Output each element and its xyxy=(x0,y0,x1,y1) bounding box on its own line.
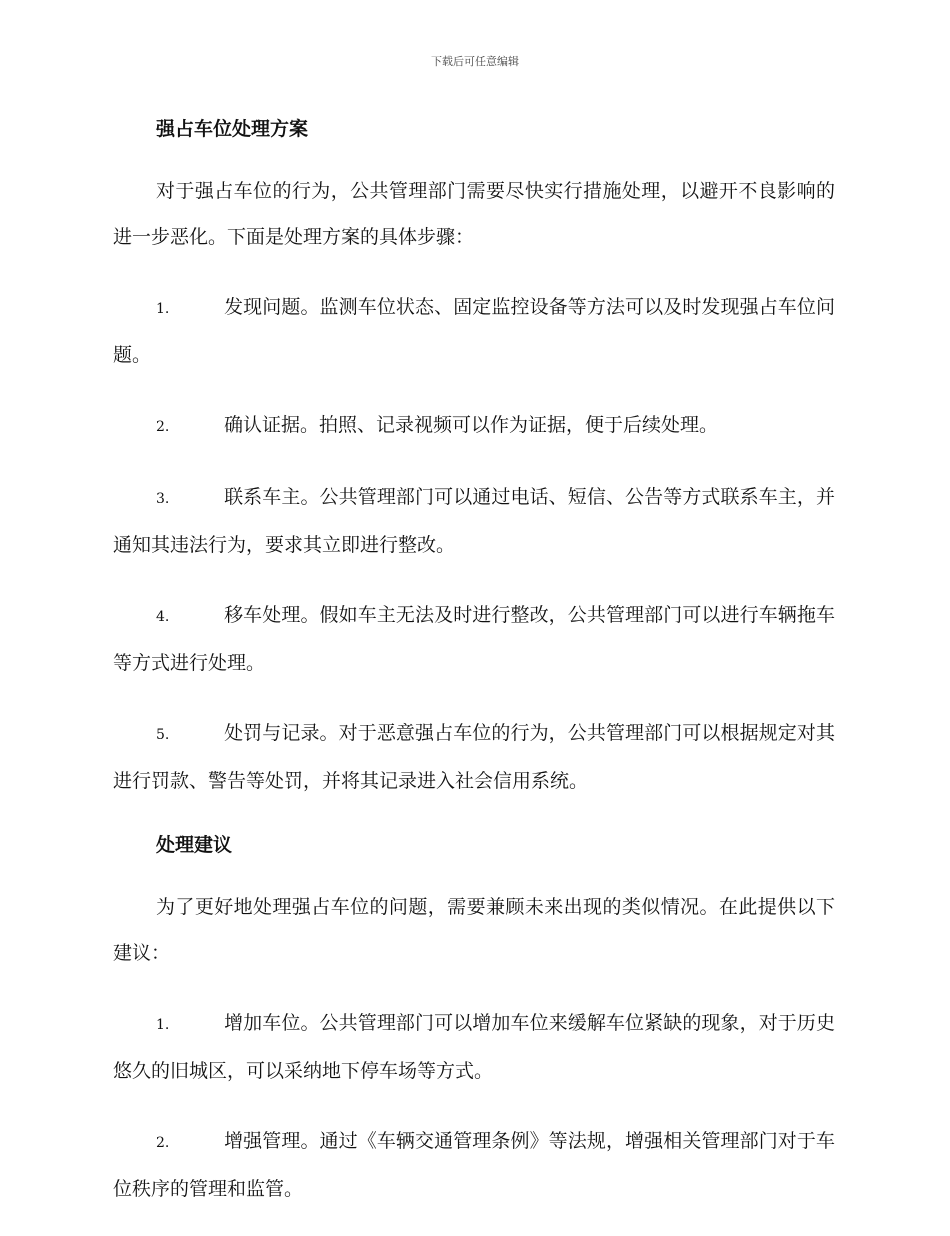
list-number: 1. xyxy=(156,301,170,317)
list-number: 5. xyxy=(156,727,170,743)
list-text: 移车处理。假如车主无法及时进行整改，公共管理部门可以进行车辆拖车等方式进行处理。 xyxy=(113,604,835,674)
list-text: 发现问题。监测车位状态、固定监控设备等方法可以及时发现强占车位问题。 xyxy=(113,296,835,366)
list-text: 增强管理。通过《车辆交通管理条例》等法规，增强相关管理部门对于车位秩序的管理和监管。 xyxy=(113,1130,835,1200)
list-item xyxy=(113,1118,835,1212)
list-text: 增加车位。公共管理部门可以增加车位来缓解车位紧缺的现象，对于历史悠久的旧城区，可以采纳地下停车场等方式。 xyxy=(113,1012,835,1082)
list-item xyxy=(113,474,835,568)
list-item xyxy=(113,592,835,686)
document-body xyxy=(113,112,835,1236)
header-note: 下载后可任意编辑 xyxy=(431,55,519,68)
list-item xyxy=(113,710,835,804)
list-item xyxy=(113,402,835,450)
list-item xyxy=(113,284,835,378)
list-number: 2. xyxy=(156,1135,170,1151)
section-title: 处理建议 xyxy=(156,834,233,856)
list-number: 3. xyxy=(156,491,170,507)
list-number: 2. xyxy=(156,419,170,435)
list-text: 联系车主。公共管理部门可以通过电话、短信、公告等方式联系车主，并通知其违法行为，要求其立即进行整改。 xyxy=(113,486,835,556)
list-number: 4. xyxy=(156,609,170,625)
section-intro: 为了更好地处理强占车位的问题，需要兼顾未来出现的类似情况。在此提供以下建议： xyxy=(113,896,835,964)
list-item xyxy=(113,1000,835,1094)
list-text: 处罚与记录。对于恶意强占车位的行为，公共管理部门可以根据规定对其进行罚款、警告等处罚，并将其记录进入社会信用系统。 xyxy=(113,722,835,792)
list-text: 确认证据。拍照、记录视频可以作为证据，便于后续处理。 xyxy=(224,414,719,436)
list-number: 1. xyxy=(156,1017,170,1033)
section-title: 强占车位处理方案 xyxy=(156,118,309,140)
section-intro: 对于强占车位的行为，公共管理部门需要尽快实行措施处理，以避开不良影响的进一步恶化。下面是处理方案的具体步骤： xyxy=(113,180,835,248)
